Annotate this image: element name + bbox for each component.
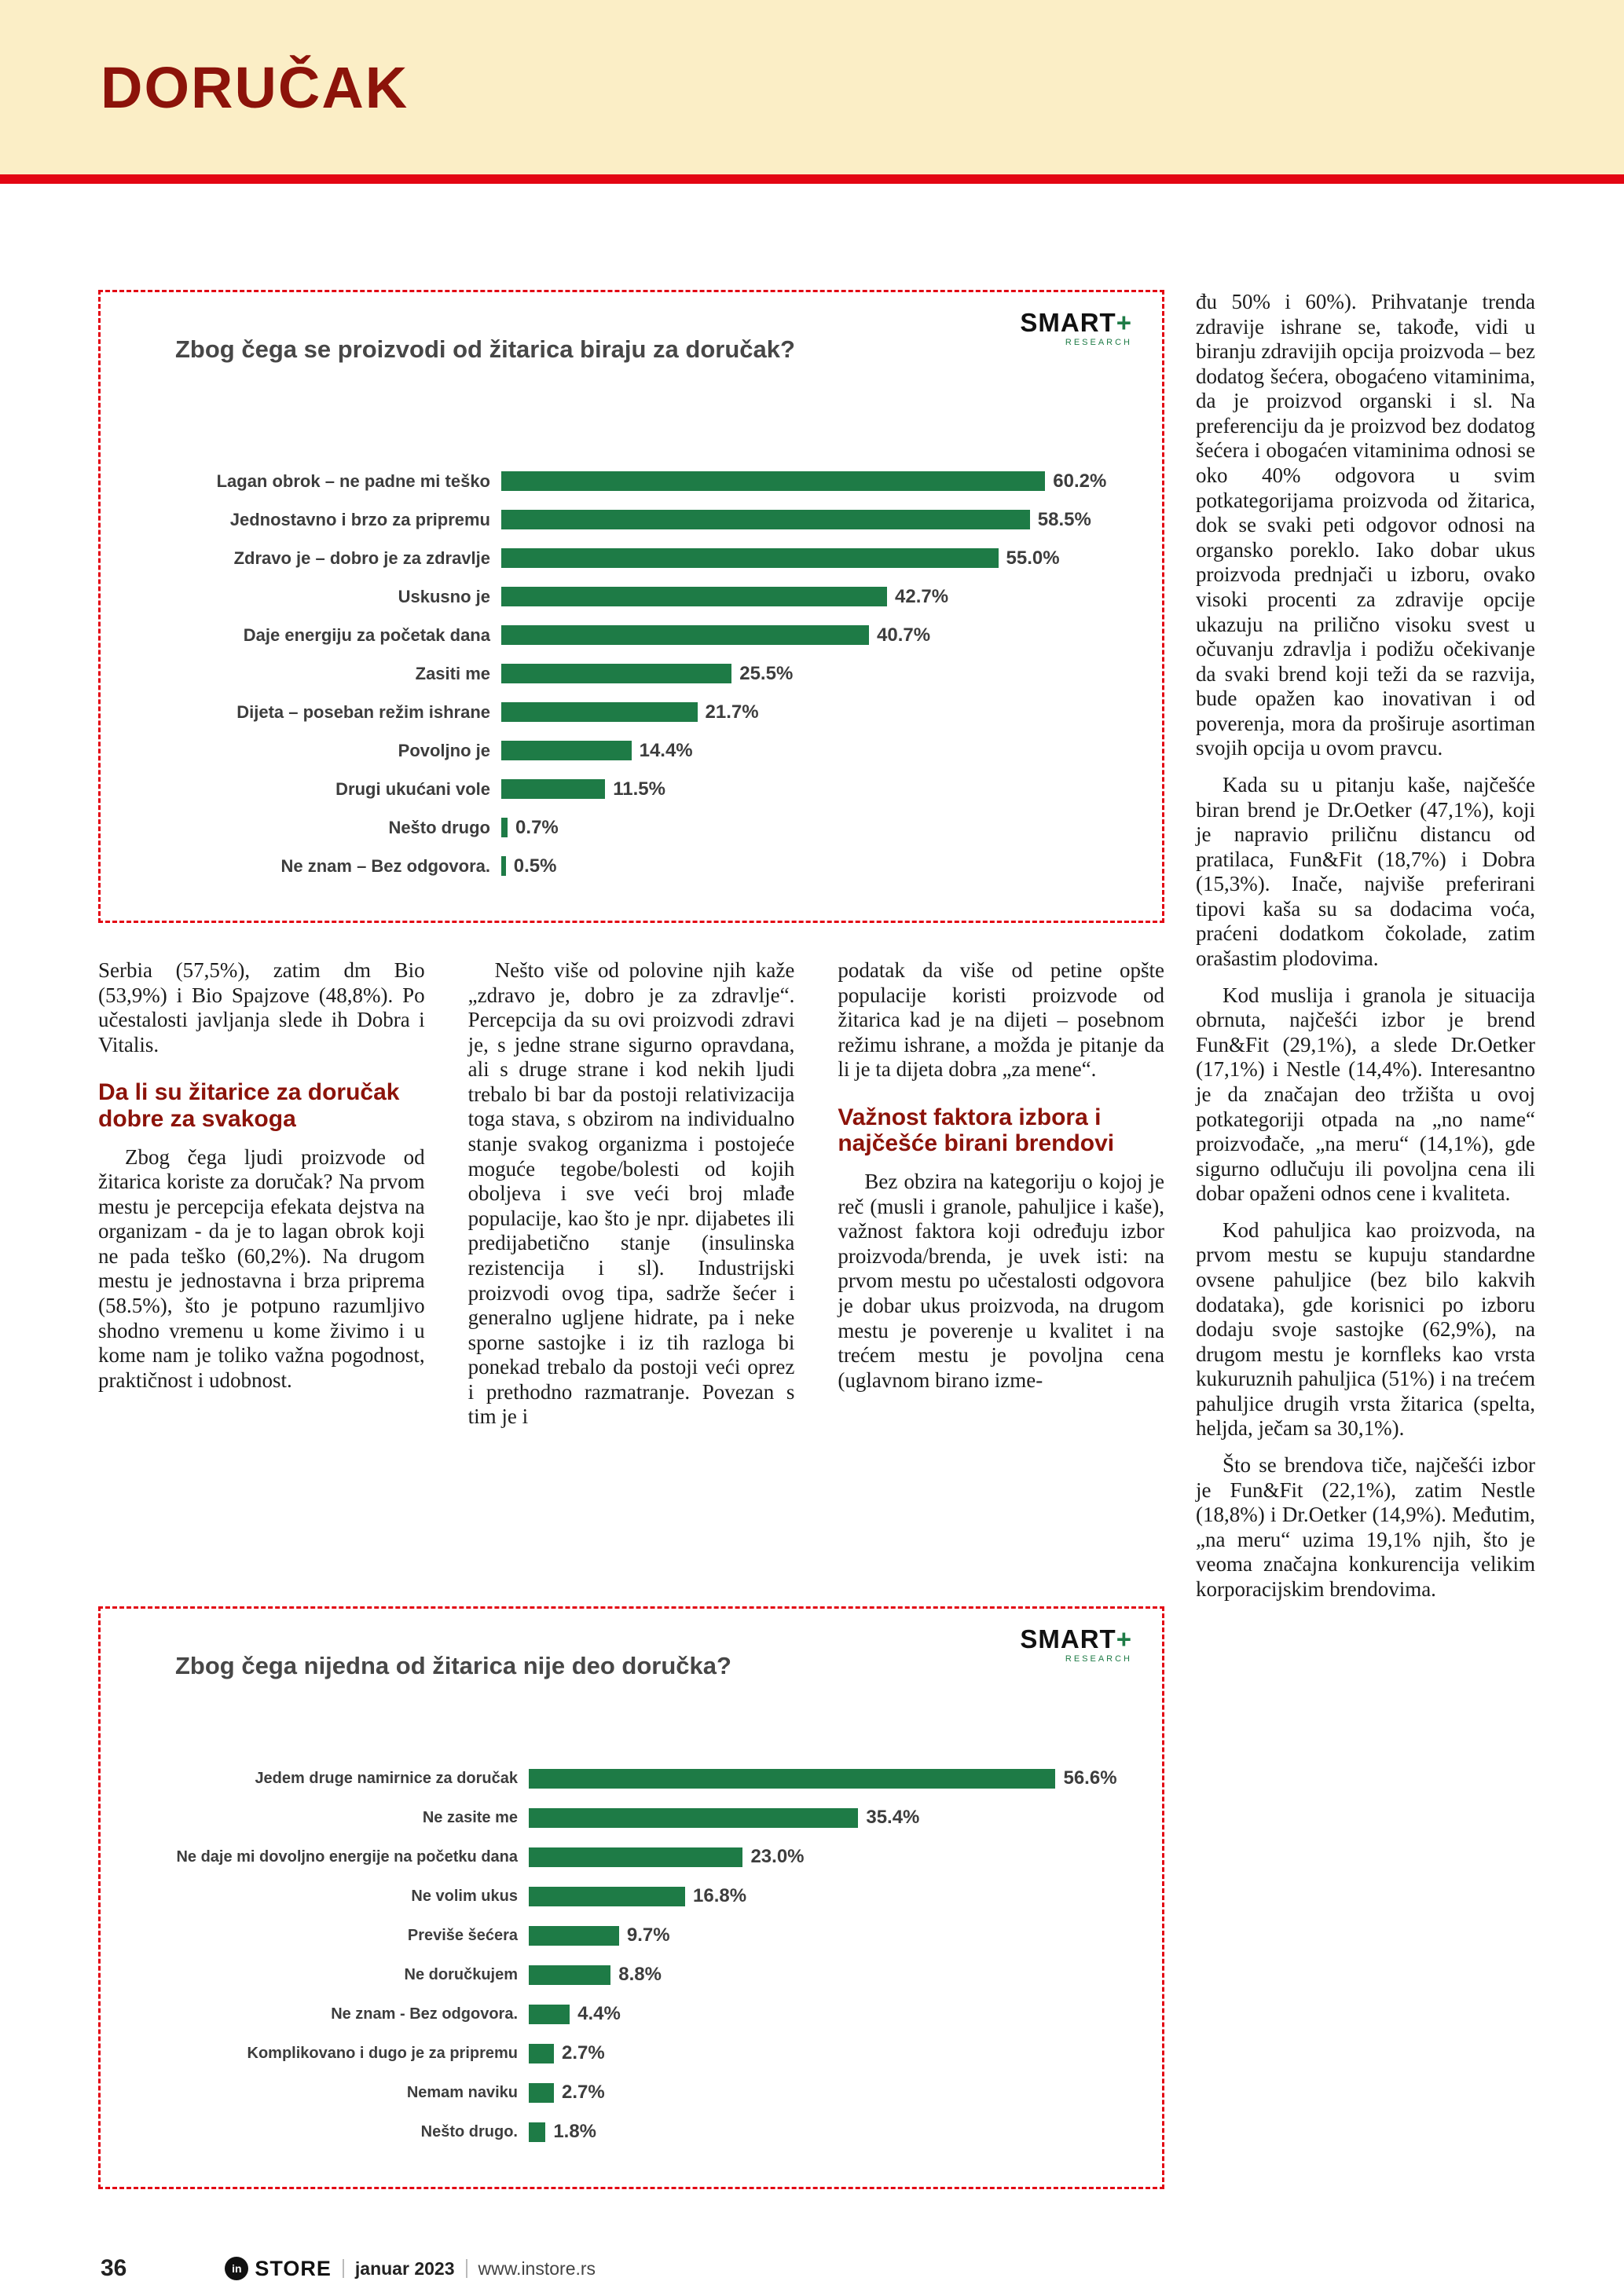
masthead — [0, 0, 1624, 174]
bar-track — [529, 2003, 1134, 2025]
bar-row — [132, 500, 1134, 539]
bar-category-label: Previše šećera — [407, 1926, 518, 1944]
article-column-3 — [838, 958, 1164, 1583]
bar-category-label: Ne znam - Bez odgovora. — [331, 2005, 518, 2023]
bar-value-label: 35.4% — [866, 1807, 920, 1828]
bar-chart — [132, 462, 1134, 885]
bar-value-label: 56.6% — [1063, 1767, 1117, 1789]
bar-row — [132, 1994, 1134, 2034]
bar — [529, 1808, 858, 1828]
bar — [501, 702, 698, 722]
bar-category-label: Komplikovano i dugo je za pripremu — [247, 2044, 518, 2062]
bar-category-label: Nešto drugo — [388, 817, 490, 837]
chart-breakfast-reasons — [98, 290, 1164, 923]
logo-plus-icon: + — [1116, 308, 1132, 337]
bar-value-label: 2.7% — [561, 2042, 605, 2063]
bar-value-label: 55.0% — [1006, 547, 1060, 569]
paragraph: Što se brendova tiče, najčešći izbor je Fun&Fit (22,1%), zatim Nestle (18,8%) i Dr.Oetker (14,9%). Međutim, „na meru“ uzima 19,1% njih, što je veoma značajna konkurencija velikim korporacijskim brendovima. — [1196, 1453, 1535, 1601]
logo-wordmark — [1020, 309, 1132, 335]
bar — [501, 779, 605, 799]
bar — [501, 510, 1030, 529]
bar-row — [132, 1759, 1134, 1798]
bar-track — [501, 471, 1134, 493]
brand-group — [225, 2257, 332, 2281]
bar-track — [529, 1767, 1134, 1789]
bar-row — [132, 1877, 1134, 1916]
bar-track — [501, 624, 1134, 646]
bar-category-label: Drugi ukućani vole — [335, 778, 490, 799]
bar-track — [529, 1846, 1134, 1868]
bar-track — [501, 663, 1134, 685]
bar-row — [132, 1837, 1134, 1877]
bar-category-label: Dijeta – poseban režim ishrane — [236, 701, 490, 722]
bar-value-label: 0.7% — [515, 816, 559, 838]
bar-track — [501, 586, 1134, 608]
bar — [501, 548, 999, 568]
bar-track — [529, 1807, 1134, 1829]
chart-title: Zbog čega se proizvodi od žitarica biraju za doručak? — [175, 335, 795, 363]
bar-category-label: Ne zasite me — [422, 1808, 518, 1826]
bar — [529, 1887, 685, 1906]
logo-smart-text: SMART — [1020, 308, 1116, 337]
bar — [529, 2044, 554, 2063]
bar — [501, 625, 869, 645]
page-number: 36 — [101, 2255, 127, 2281]
paragraph: Zbog čega ljudi proizvode od žitarica koriste za doručak? Na prvom mestu je percepcija efekata dejstva na organizam - da je to lagan obrok koji ne pada teško (60,2%). Na drugom mestu je jednostavna i brza priprema (58.5%), što je potpuno razumljivo shodno vremenu u kome živimo i u kome nam je toliko važna pogodnost, praktičnost i udobnost. — [98, 1144, 425, 1392]
bar-row — [132, 2073, 1134, 2112]
bar-row — [132, 1798, 1134, 1837]
bar-track — [501, 778, 1134, 800]
bar-category-label: Lagan obrok – ne padne mi teško — [216, 471, 490, 491]
bar-category-label: Ne doručkujem — [404, 1965, 518, 1983]
article-column-1 — [98, 958, 425, 1583]
bar-row — [132, 1955, 1134, 1994]
paragraph: Kod muslija i granola je situacija obrnuta, najčešći izbor je brend Fun&Fit (29,1%), a slede Dr.Oetker (17,1%) i Nestle (14,4%). Interesantno je da značajan deo tržišta u ovoj potkategoriji otpada na „no name“ proizvođače, „na meru“ (14,1%), gde sigurno odlučuju ili povoljna cena ili dobar opaženi odnos cene i kvaliteta. — [1196, 983, 1535, 1206]
bar-track — [529, 2121, 1134, 2143]
bar-value-label: 2.7% — [561, 2082, 605, 2103]
bar-track — [501, 547, 1134, 569]
bar-row — [132, 539, 1134, 577]
section-heading: Važnost faktora izbora i najčešće birani brendovi — [838, 1104, 1115, 1157]
bar-row — [132, 693, 1134, 731]
bar-category-label: Zdravo je – dobro je za zdravlje — [233, 547, 490, 568]
logo-research-text: RESEARCH — [1065, 338, 1132, 347]
bar-category-label: Ne daje mi dovoljno energije na početku dana — [176, 1847, 518, 1866]
bar — [501, 471, 1045, 491]
bar-row — [132, 847, 1134, 885]
bar-value-label: 8.8% — [618, 1964, 662, 1985]
separator — [466, 2259, 467, 2278]
bar-row — [132, 731, 1134, 770]
bar-row — [132, 770, 1134, 808]
bar-category-label: Daje energiju za početak dana — [243, 624, 490, 645]
bar-category-label: Uskusno je — [398, 586, 490, 606]
logo-plus-icon: + — [1116, 1624, 1132, 1653]
bar-row — [132, 2034, 1134, 2073]
brand-name: STORE — [255, 2256, 332, 2280]
article-column-right — [1196, 290, 1535, 2189]
bar-chart — [132, 1759, 1134, 2151]
smart-research-logo — [1020, 309, 1132, 347]
article-columns — [98, 958, 1164, 1583]
bar-value-label: 11.5% — [613, 778, 665, 800]
bar-row — [132, 808, 1134, 847]
bar-category-label: Nešto drugo. — [420, 2122, 518, 2140]
bar — [501, 818, 508, 837]
bar-value-label: 25.5% — [739, 662, 794, 684]
bar — [529, 1847, 742, 1867]
chart-title: Zbog čega nijedna od žitarica nije deo doručka? — [175, 1652, 731, 1679]
bar-track — [529, 2042, 1134, 2064]
instore-logo-glyph: in — [232, 2262, 242, 2275]
page-footer — [101, 2255, 596, 2282]
bar-category-label: Ne volim ukus — [411, 1887, 518, 1905]
bar-track — [501, 740, 1134, 762]
bar-track — [501, 701, 1134, 723]
bar-row — [132, 577, 1134, 616]
website-url: www.instore.rs — [478, 2258, 596, 2279]
paragraph: Nešto više od polovine njih kaže „zdravo je, dobro je za zdravlje“. Percepcija da su ovi proizvodi zdravi je, s jedne strane sigurno opravdana, ali s druge strane i kod nekih ljudi trebalo bi bar da postoji relativizacija toga stava, s obzirom na individualno stanje svakog organizma i postojeće moguće tegobe/bolesti od kojih oboljeva i sve veći broj mlađe populacije, kao što je npr. dijabetes ili predijabetično stanje (insulinska rezistencija i sl). Industrijski proizvodi ovog tipa, sadrže šećer i generalno ugljene hidrate, pa i neke sporne sastojke i iz tih razloga bi ponekad trebalo da postoji veći oprez i prethodno razmatranje. Povezan s tim je i — [467, 958, 795, 1429]
bar-track — [529, 1924, 1134, 1946]
bar-row — [132, 2112, 1134, 2151]
logo-smart-text: SMART — [1020, 1624, 1116, 1653]
bar-value-label: 4.4% — [577, 2003, 621, 2024]
bar-value-label: 16.8% — [693, 1885, 747, 1906]
bar-value-label: 42.7% — [895, 585, 949, 607]
bar-track — [529, 1964, 1134, 1986]
bar — [501, 856, 506, 876]
chart-no-cereal-reasons — [98, 1606, 1164, 2189]
paragraph: podatak da više od petine opšte populacije koristi proizvode od žitarica kad je na dijeti – posebnom režimu ishrane, a možda je pitanje da li je ta dijeta dobra „za mene“. — [838, 958, 1165, 1082]
logo-research-text: RESEARCH — [1065, 1654, 1132, 1664]
instore-logo-icon — [225, 2257, 248, 2280]
bar — [529, 1926, 619, 1946]
bar — [529, 2083, 554, 2103]
bar-category-label: Ne znam – Bez odgovora. — [280, 855, 490, 876]
section-heading: Da li su žitarice za doručak dobre za svakoga — [98, 1079, 400, 1132]
bar — [501, 741, 632, 760]
bar — [529, 2122, 545, 2142]
paragraph: Kada su u pitanju kaše, najčešće biran brend je Dr.Oetker (47,1%), koji je napravio priličnu distancu od pratilaca, Fun&Fit (18,7%) i Dobra (15,3%). Inače, najviše preferirani tipovi kaša su sa dodacima voća, praćeni dodatkom čokolade, zatim orašastim plodovima. — [1196, 772, 1535, 971]
bar-row — [132, 654, 1134, 693]
smart-research-logo — [1020, 1626, 1132, 1664]
article-column-2 — [468, 958, 795, 1583]
bar-track — [529, 1885, 1134, 1907]
bar-value-label: 14.4% — [639, 739, 693, 761]
separator — [343, 2259, 344, 2278]
issue-date: januar 2023 — [354, 2258, 455, 2279]
bar-value-label: 60.2% — [1053, 470, 1107, 492]
paragraph: Kod pahuljica kao proizvoda, na prvom mestu se kupuju standardne ovsene pahuljice (bez bilo kakvih dodataka), gde korisnici po izboru dodaju svoje sastojke (62,9%), na drugom mestu je kornfleks kao vrsta kukuruznih pahuljica (51%) i na trećem pahuljice drugih vrsta žitarica (spelta, heljda, ječam sa 30,1%). — [1196, 1218, 1535, 1441]
bar — [529, 1769, 1055, 1789]
paragraph: Serbia (57,5%), zatim dm Bio (53,9%) i Bio Spajzove (48,8%). Po učestalosti javljanja slede ih Dobra i Vitalis. — [98, 958, 425, 1056]
bar-category-label: Jedem druge namirnice za doručak — [255, 1769, 518, 1787]
bar-category-label: Jednostavno i brzo za pripremu — [229, 509, 490, 529]
paragraph: đu 50% i 60%). Prihvatanje trenda zdravije ishrane se, takođe, vidi u biranju zdravijih opcija proizvoda – bez dodatog šećera, obogaćeno vitaminima, da je proizvod organski i sl. Na preferenciju da je proizvod bez dodatog šećera i obogaćen vitaminima odnosi se oko 40% odgovora u svim potkategorijama proizvoda od žitarica, dok se svaki peti odgovor odnosi na organsko poreklo. Iako dobar ukus proizvoda prednjači u izboru, ovako visoki procenti za zdravije opcije ukazuju na prilično visoku svest u očuvanju zdravlja i podižu očekivanje da svaki brend koji teži da se razvija, bude opažen kao inovativan i od poverenja, mora da proširuje asortiman svojih opcija u ovom pravcu. — [1196, 290, 1535, 760]
bar-track — [501, 817, 1134, 839]
bar-row — [132, 1916, 1134, 1955]
bar-track — [501, 509, 1134, 531]
bar-value-label: 9.7% — [626, 1924, 670, 1946]
main-content — [0, 184, 1624, 2189]
bar-category-label: Nemam naviku — [406, 2083, 518, 2101]
bar — [529, 1965, 610, 1985]
bar-row — [132, 462, 1134, 500]
bar-value-label: 1.8% — [553, 2121, 597, 2142]
page-title: DORUČAK — [101, 54, 409, 120]
bar — [501, 664, 731, 683]
bar-value-label: 58.5% — [1037, 508, 1091, 530]
bar-row — [132, 616, 1134, 654]
bar-track — [501, 855, 1134, 877]
bar-value-label: 0.5% — [513, 855, 557, 877]
logo-wordmark — [1020, 1626, 1132, 1652]
bar-track — [529, 2082, 1134, 2104]
bar-category-label: Zasiti me — [415, 663, 490, 683]
bar-category-label: Povoljno je — [398, 740, 490, 760]
paragraph: Bez obzira na kategoriju o kojoj je reč (musli i granole, pahuljice i kaše), važnost faktora koji određuju izbor proizvoda/brenda, je uvek isti: na prvom mestu po učestalosti odgovora je dobar ukus proizvoda, na drugom mestu je poverenje u kvalitet i na trećem mestu je povoljna cena (uglavnom birano izme- — [838, 1170, 1165, 1392]
bar-value-label: 40.7% — [877, 624, 931, 646]
bar — [529, 2005, 570, 2024]
left-content-area — [98, 290, 1164, 2189]
bar — [501, 587, 887, 606]
bar-value-label: 23.0% — [750, 1846, 805, 1867]
red-divider — [0, 174, 1624, 184]
bar-value-label: 21.7% — [705, 701, 759, 723]
